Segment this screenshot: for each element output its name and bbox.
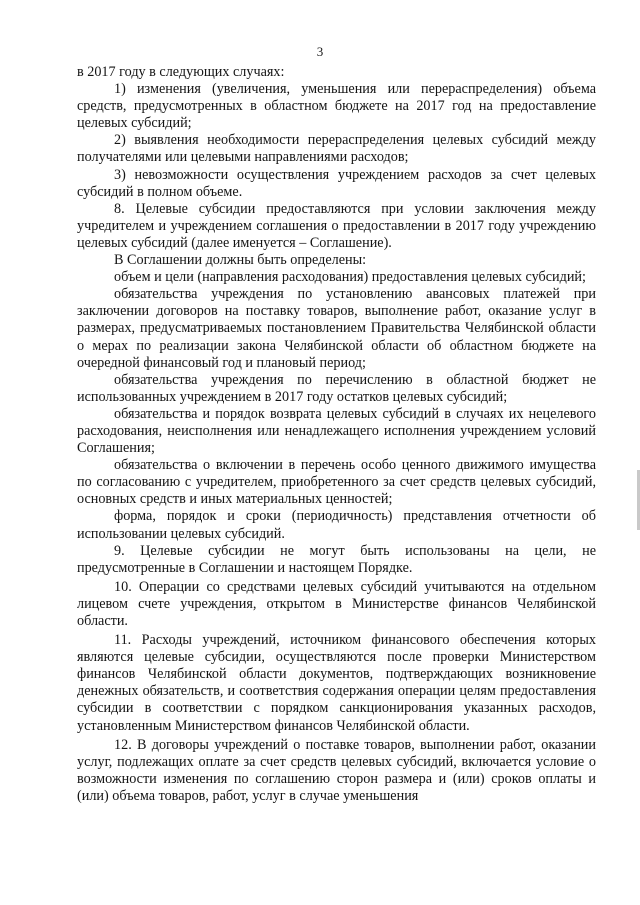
paragraph-11: форма, порядок и сроки (периодичность) представления отчетности об использовании целевых субсидий. xyxy=(77,508,596,542)
paragraph-14: 11. Расходы учреждений, источником финансового обеспечения которых являются целевые субсидии, осуществляются после проверки Министерством финансов Челябинской области документов, подтверждающих возникновение денежных обязательств, и соответствия содержания операции целям предоставления субсидии в соответствии с порядком санкционирования указанных расходов, установленным Министерством финансов Челябинской области. xyxy=(77,632,596,734)
page-number: 3 xyxy=(316,44,324,59)
paragraph-8: обязательства учреждения по перечислению в областной бюджет не использованных учреждением в 2017 году остатков целевых субсидий; xyxy=(77,371,596,405)
paragraph-5: В Соглашении должны быть определены: xyxy=(114,252,367,269)
paragraph-1: 1) изменения (увеличения, уменьшения или перераспределения) объема средств, предусмотренных в областном бюджете на 2017 год на предоставление целевых субсидий; xyxy=(77,81,596,132)
paragraph-15: 12. В договоры учреждений о поставке товаров, выполнении работ, оказании услуг, подлежащих оплате за счет средств целевых субсидий, включается условие о возможности изменения по соглашению сторон размера и (или) сроков оплаты и (или) объема товаров, работ, услуг в случае уменьшения xyxy=(77,736,596,804)
paragraph-2: 2) выявления необходимости перераспределения целевых субсидий между получателями или целевыми направлениями расходов; xyxy=(77,132,596,166)
paragraph-0: в 2017 году в следующих случаях: xyxy=(77,64,285,80)
paragraph-10: обязательства о включении в перечень особо ценного движимого имущества по согласованию с учредителем, приобретенного за счет средств целевых субсидий, основных средств и иных материальных ценностей; xyxy=(77,457,596,508)
paragraph-6: объем и цели (направления расходования) предоставления целевых субсидий; xyxy=(114,269,586,286)
document-body xyxy=(77,64,596,805)
paragraph-9: обязательства и порядок возврата целевых субсидий в случаях их нецелевого расходования, неисполнения или ненадлежащего исполнения учреждением условий Соглашения; xyxy=(77,405,596,457)
paragraph-4: 8. Целевые субсидии предоставляются при условии заключения между учредителем и учреждением соглашения о предоставлении в 2017 году учреждению целевых субсидий (далее именуется – Соглашение). xyxy=(77,200,596,251)
paragraph-3: 3) невозможности осуществления учреждением расходов за счет целевых субсидий в полном объеме. xyxy=(77,166,596,200)
paragraph-7: обязательства учреждения по установлению авансовых платежей при заключении договоров на поставку товаров, выполнение работ, оказание услуг в размерах, предусматриваемых постановлением Правительства Челябинской области о мерах по реализации закона Челябинской области об областном бюджете на очередной финансовый год и плановый период; xyxy=(77,286,596,371)
paragraph-13: 10. Операции со средствами целевых субсидий учитываются на отдельном лицевом счете учреждения, открытом в Министерстве финансов Челябинской области. xyxy=(77,578,596,629)
paragraph-12: 9. Целевые субсидии не могут быть использованы на цели, не предусмотренные в Соглашении и настоящем Порядке. xyxy=(77,542,596,576)
